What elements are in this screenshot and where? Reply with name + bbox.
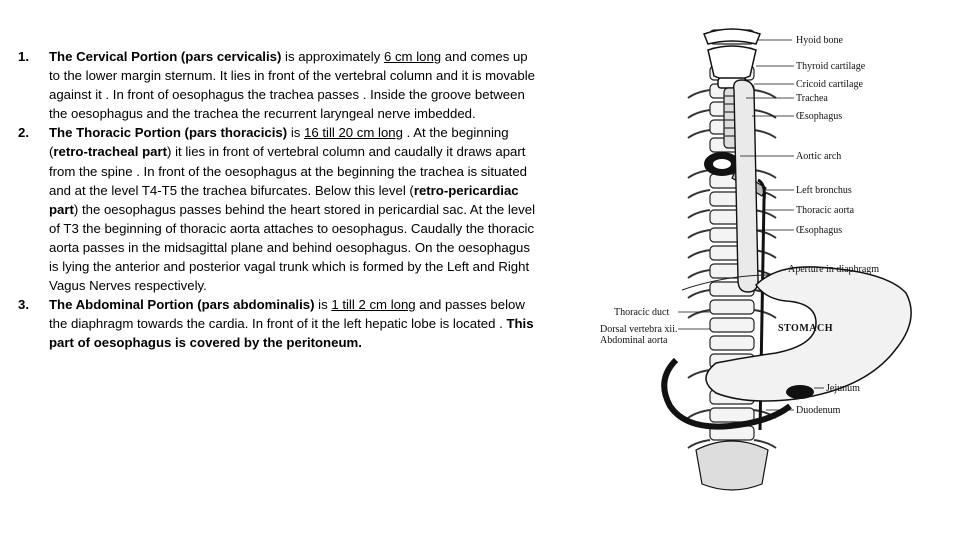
item-text: . At the beginning ( [49, 125, 509, 160]
label-aperture-in-diaphragm: Aperture in diaphragm [788, 264, 880, 275]
label-thyroid-cartilage: Thyroid cartilage [796, 61, 866, 72]
label-trachea: Trachea [796, 93, 828, 104]
label-thoracic-aorta: Thoracic aorta [796, 205, 855, 216]
item-subpart: retro-pericardiac part [49, 182, 519, 217]
label-duodenum: Duodenum [796, 405, 841, 416]
label-jejunum: Jejunum [826, 383, 860, 394]
portion-item-cervical [18, 47, 538, 123]
label-oesophagus-mid: Œsophagus [796, 225, 843, 236]
item-length: 6 cm long [383, 49, 442, 64]
label-hyoid-bone: Hyoid bone [796, 35, 843, 46]
label-dorsal-vertebra: Dorsal vertebra xii. [600, 324, 678, 335]
item-text: is [314, 297, 332, 313]
label-aortic-arch: Aortic arch [796, 151, 842, 162]
item-title: The Abdominal Portion (pars abdominalis) [49, 297, 315, 313]
anatomy-illustration [586, 20, 946, 520]
item-number: 1. [18, 49, 29, 64]
jejunum [786, 385, 814, 399]
oesophagus [734, 80, 758, 292]
portion-item-abdominal [18, 295, 538, 352]
item-text: ) it lies in front of vertebral column and caudally it draws apart from the spine . In front of the oesophagus at the beginning the trachea is situated and at the level T4-T5 the trachea bifurcates. Below this level ( [49, 144, 527, 198]
item-title: The Thoracic Portion (pars thoracicis) [49, 125, 288, 141]
label-thoracic-duct: Thoracic duct [614, 307, 670, 318]
label-abdominal-aorta: Abdominal aorta [600, 335, 668, 346]
label-stomach: STOMACH [778, 323, 833, 334]
anatomy-figure [586, 20, 946, 520]
item-number: 3. [18, 297, 29, 313]
item-text: ) the oesophagus passes behind the heart stored in pericardial sac. At the level of T3 the beginning of thoracic aorta attaches to oesophagus. Caudally the thoracic aorta passes in the midsagittal plane and behind oesophagus. On the oesophagus is lying the anterior and posterior vagal trunk which is formed by the Left and Right Vagus Nerves respectively. [49, 201, 536, 294]
label-left-bronchus: Left bronchus [796, 185, 852, 196]
pelvis [696, 441, 768, 490]
label-cricoid-cartilage: Cricoid cartilage [796, 79, 863, 90]
item-text: and comes up to the lower margin sternum. It lies in front of the vertebral column and it is movable against it . In front of oesophagus the trachea passes . Inside the groove between the oesophagus and the trachea the recurrent laryngeal nerve imbedded. [49, 49, 535, 122]
item-title: The Cervical Portion (pars cervicalis) [49, 49, 282, 64]
item-tail: This part of oesophagus is covered by the peritoneum. [49, 316, 534, 351]
item-number: 2. [18, 125, 29, 141]
item-length: 1 till 2 cm long [331, 297, 416, 313]
item-text: is [287, 125, 305, 141]
portion-item-thoracic [18, 123, 538, 295]
item-text: and passes below the diaphragm towards the cardia. In front of it the left hepatic lobe is located . [49, 297, 525, 332]
item-text: is approximately [281, 49, 384, 64]
item-subpart: retro-tracheal part [53, 144, 168, 160]
item-length: 16 till 20 cm long [304, 125, 403, 141]
label-oesophagus-top: Œsophagus [796, 111, 843, 122]
text-block [18, 47, 538, 353]
portions-list [18, 47, 538, 353]
